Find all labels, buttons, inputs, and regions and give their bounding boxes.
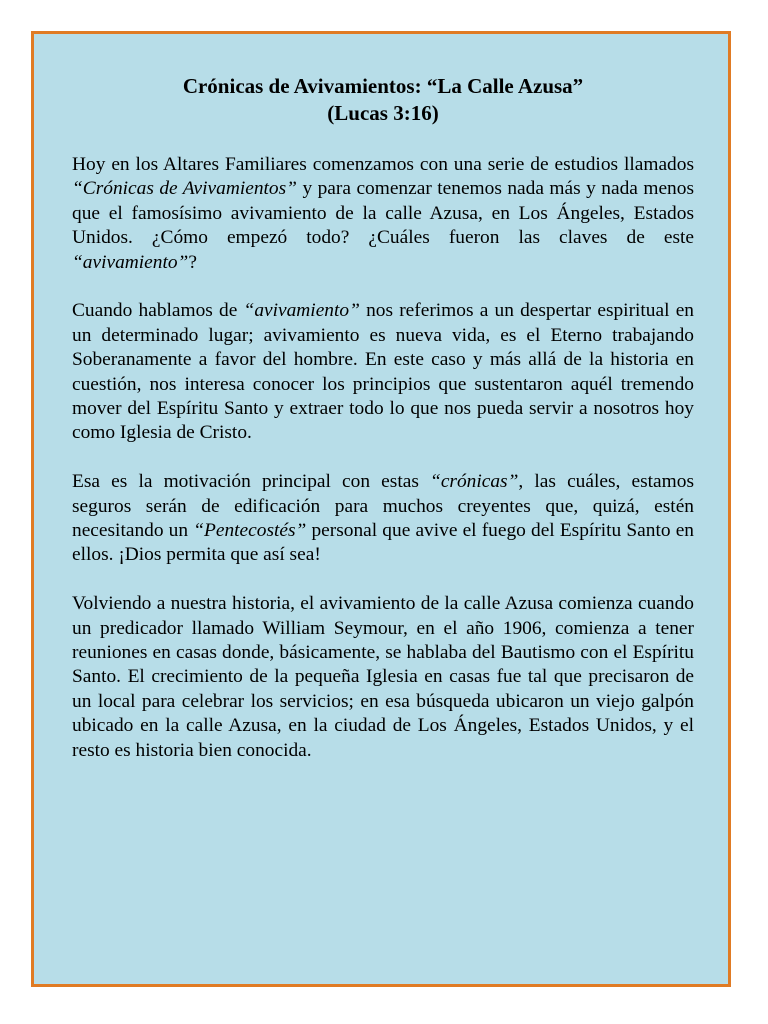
paragraph-1 bbox=[72, 153, 694, 275]
paragraph-4 bbox=[72, 592, 694, 763]
document-content bbox=[72, 73, 694, 763]
paragraph-2-italic-a: “avivamiento” bbox=[243, 300, 360, 322]
paragraph-3-text-c: personal que avive el fuego del Espíritu Santo en ellos. ¡Dios permita que así sea! bbox=[72, 520, 694, 566]
paragraph-3-text-a: Esa es la motivación principal con estas bbox=[72, 471, 431, 493]
paragraph-1-italic-b: “avivamiento” bbox=[72, 251, 189, 273]
paragraph-1-text-c: ? bbox=[188, 251, 197, 273]
document-title bbox=[72, 73, 694, 127]
title-line-1: Crónicas de Avivamientos: “La Calle Azusa” bbox=[182, 74, 584, 98]
paragraph-2-text-a: Cuando hablamos de bbox=[72, 300, 244, 322]
paragraph-1-italic-a: “Crónicas de Avivamientos” bbox=[72, 178, 297, 200]
paragraph-1-text-b: y para comenzar tenemos nada más y nada menos que el famosísimo avivamiento de la calle Azusa, en Los Ángeles, Estados Unidos. ¿Cómo empezó todo? ¿Cuáles fueron las claves de este bbox=[72, 178, 694, 249]
paragraph-3-text-b: , las cuáles, estamos seguros serán de edificación para muchos creyentes que, quizá, estén necesitando un bbox=[72, 471, 694, 542]
paragraph-1-text-a: Hoy en los Altares Familiares comenzamos con una serie de estudios llamados bbox=[72, 154, 694, 175]
document-page bbox=[31, 31, 731, 987]
paragraph-2-text-b: nos referimos a un despertar espiritual en un determinado lugar; avivamiento es nueva vida, es el Eterno trabajando Soberanamente a favor del hombre. En este caso y más allá de la historia en cuestión, nos interesa conocer los principios que sustentaron aquél tremendo mover del Espíritu Santo y extraer todo lo que nos pueda servir a nosotros hoy como Iglesia de Cristo. bbox=[72, 300, 694, 444]
paragraph-4-text-a: Volviendo a nuestra historia, el avivamiento de la calle Azusa comienza cuando un predicador llamado William Seymour, en el año 1906, comienza a tener reuniones en casas donde, básicamente, se hablaba del Bautismo con el Espíritu Santo. El crecimiento de la pequeña Iglesia en casas fue tal que precisaron de un local para celebrar los servicios; en esa búsqueda ubicaron un viejo galpón ubicado en la calle Azusa, en la ciudad de Los Ángeles, Estados Unidos, y el resto es historia bien conocida. bbox=[72, 593, 694, 761]
paragraph-3-italic-b: “Pentecostés” bbox=[193, 520, 307, 542]
title-line-2: (Lucas 3:16) bbox=[327, 101, 439, 125]
paragraph-2 bbox=[72, 299, 694, 445]
paragraph-3-italic-a: “crónicas” bbox=[430, 471, 519, 493]
paragraph-3 bbox=[72, 470, 694, 568]
